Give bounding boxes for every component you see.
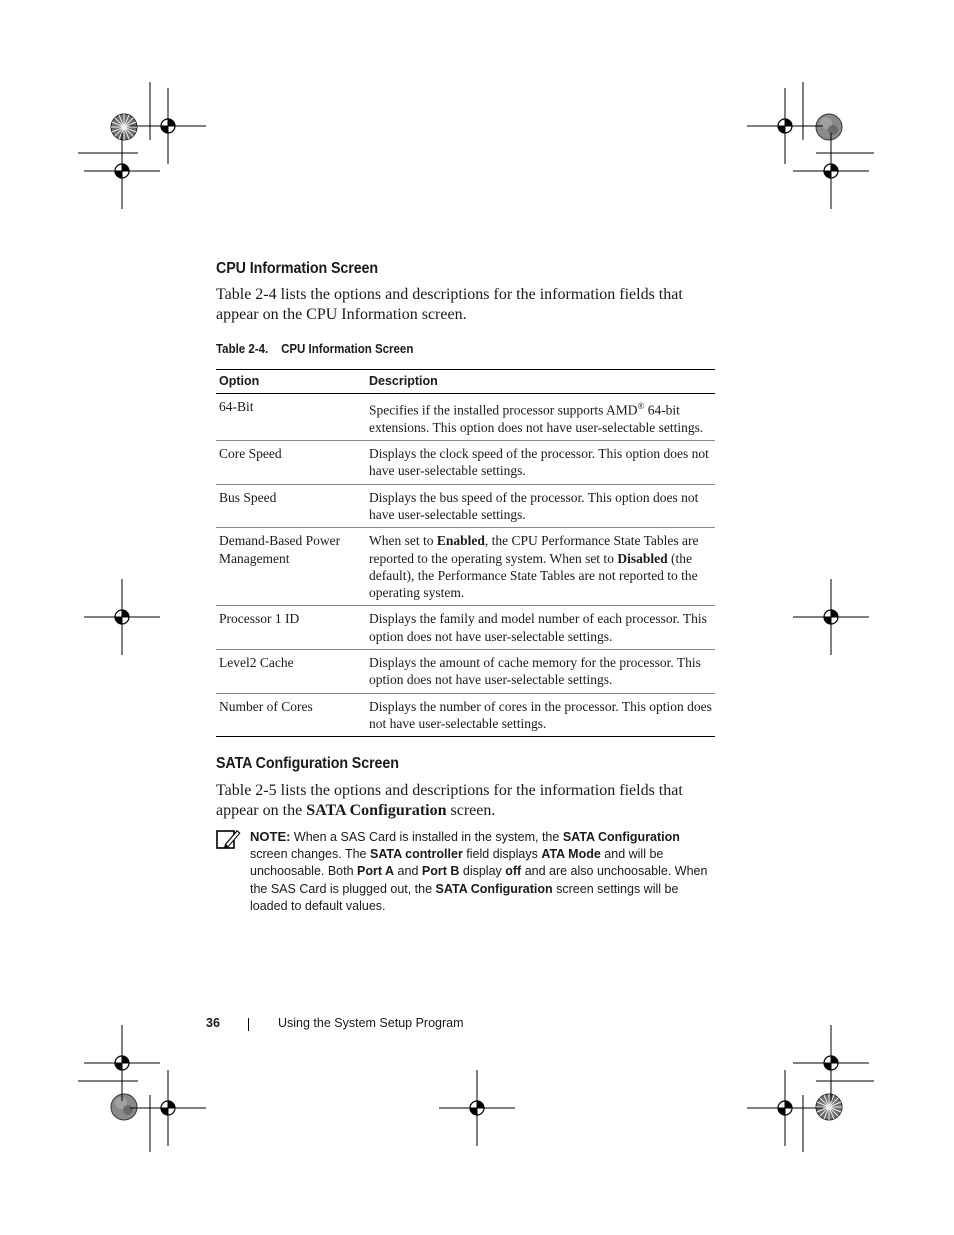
- column-header-option: Option: [216, 370, 366, 394]
- option-cell: Number of Cores: [216, 693, 366, 737]
- table-row: [216, 528, 715, 606]
- option-cell: Core Speed: [216, 441, 366, 485]
- table-row: [216, 441, 715, 485]
- description-cell: Displays the family and model number of each processor. This option does not have user-selectable settings.: [366, 606, 715, 650]
- description-text: 64-bit extensions. This option does not have user-selectable settings.: [369, 402, 704, 435]
- note-text-part: and are also unchoosable. When the SAS Card is plugged out, the: [250, 864, 708, 896]
- option-cell: Bus Speed: [216, 484, 366, 528]
- pencil-note-icon: [216, 828, 242, 850]
- description-cell: Displays the clock speed of the processor. This option does not have user-selectable settings.: [366, 441, 715, 485]
- ui-term: SATA Configuration: [435, 881, 553, 896]
- table-caption-title: CPU Information Screen: [281, 342, 414, 356]
- description-text: When set to: [369, 533, 437, 549]
- enabled-setting: Enabled: [436, 533, 485, 549]
- table-row: [216, 484, 715, 528]
- ui-term: Port B: [421, 864, 460, 879]
- table-row: [216, 394, 715, 441]
- ui-term: SATA controller: [369, 847, 463, 862]
- description-cell: [366, 394, 715, 441]
- note-text-part: screen settings will be loaded to default values.: [250, 881, 679, 913]
- page-number: 36: [206, 1016, 220, 1030]
- cpu-intro-paragraph: Table 2-4 lists the options and descriptions for the information fields that appear on the CPU Information screen.: [216, 286, 683, 323]
- ui-term: ATA Mode: [541, 847, 601, 862]
- description-text: , the CPU Performance State Tables are reported to the operating system. When set to: [369, 533, 699, 566]
- note-text-part: and: [394, 864, 422, 879]
- sata-intro-screen-name: SATA Configuration: [306, 801, 447, 819]
- note-text-part: When a SAS Card is installed in the system, the: [290, 830, 563, 844]
- option-cell: Demand-Based Power Management: [216, 528, 366, 606]
- note-text-part: field displays: [462, 847, 542, 862]
- ui-term: SATA Configuration: [562, 830, 680, 844]
- sata-intro-text: Table 2-5 lists the options and descriptions for the information fields that appear on the: [216, 782, 683, 819]
- cpu-information-table: [216, 369, 715, 737]
- table-row: [216, 606, 715, 650]
- description-cell: Displays the amount of cache memory for the processor. This option does not have user-selectable settings.: [366, 650, 715, 694]
- note-text-part: screen changes. The: [250, 847, 370, 862]
- description-cell: Displays the bus speed of the processor. This option does not have user-selectable settings.: [366, 484, 715, 528]
- disabled-setting: Disabled: [617, 550, 668, 566]
- table-row: [216, 650, 715, 694]
- footer-separator: [248, 1018, 249, 1031]
- description-cell: [366, 528, 715, 606]
- note-text: [250, 828, 716, 915]
- option-cell: 64-Bit: [216, 394, 366, 441]
- footer-chapter-title: Using the System Setup Program: [278, 1016, 464, 1030]
- note-text-part: and will be unchoosable. Both: [250, 847, 664, 879]
- registered-mark: ®: [637, 401, 645, 411]
- table-caption-number: Table 2-4.: [216, 342, 269, 356]
- ui-term: off: [505, 864, 522, 879]
- option-cell: Processor 1 ID: [216, 606, 366, 650]
- section-heading-sata-configuration: SATA Configuration Screen: [216, 755, 399, 772]
- table-caption: [216, 342, 413, 356]
- sata-intro-text: screen.: [446, 801, 496, 819]
- column-header-description: Description: [366, 370, 715, 394]
- description-cell: Displays the number of cores in the processor. This option does not have user-selectable settings.: [366, 693, 715, 737]
- description-text: (the default), the Performance State Tables are not reported to the operating system.: [369, 550, 698, 601]
- sata-intro-paragraph: [216, 781, 716, 820]
- table-header-row: [216, 370, 715, 394]
- description-text: Specifies if the installed processor supports AMD: [369, 402, 638, 418]
- section-heading-cpu-information: CPU Information Screen: [216, 260, 379, 277]
- ui-term: Port A: [357, 864, 395, 879]
- note-text-part: display: [459, 864, 506, 879]
- option-cell: Level2 Cache: [216, 650, 366, 694]
- note-label: NOTE:: [250, 829, 291, 844]
- table-row: [216, 693, 715, 737]
